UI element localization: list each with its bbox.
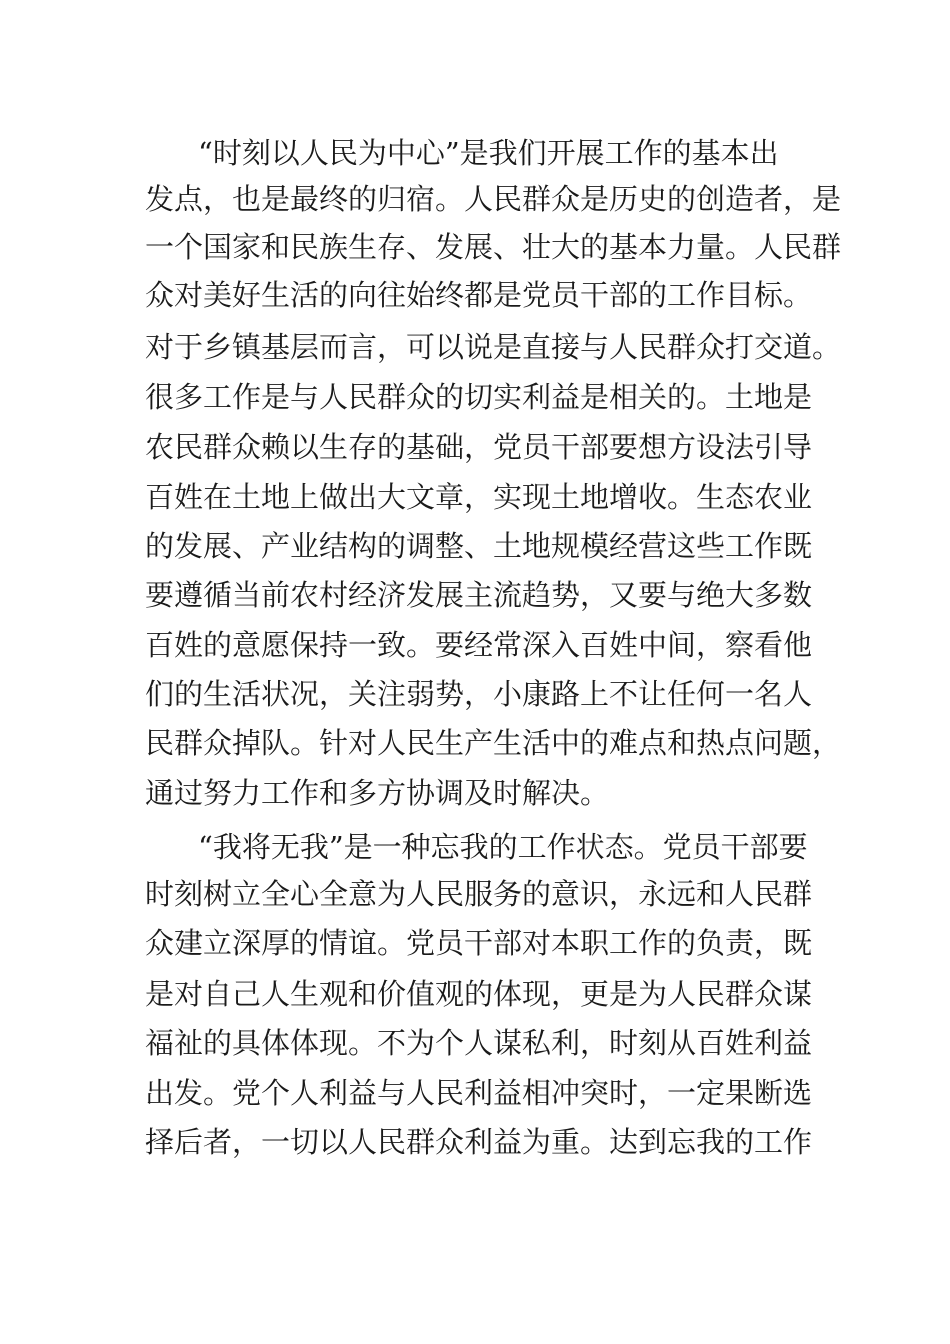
paragraph-2-line-2: 时刻树立全心全意为人民服务的意识，永远和人民群 — [145, 877, 813, 911]
paragraph-1-line-3: 一个国家和民族生存、发展、壮大的基本力量。人民群 — [145, 230, 842, 264]
paragraph-1-line-10: 要遵循当前农村经济发展主流趋势，又要与绝大多数 — [145, 578, 813, 612]
paragraph-2-line-5: 福祉的具体体现。不为个人谋私利，时刻从百姓利益 — [145, 1026, 813, 1060]
paragraph-1-line-13: 民群众掉队。针对人民生产生活中的难点和热点问题， — [145, 726, 842, 760]
paragraph-1-line-6: 很多工作是与人民群众的切实利益是相关的。土地是 — [145, 380, 813, 414]
paragraph-2-line-1: “我将无我”是一种忘我的工作状态。党员干部要 — [198, 830, 808, 864]
paragraph-1-line-5: 对于乡镇基层而言，可以说是直接与人民群众打交道。 — [145, 330, 842, 364]
paragraph-2-line-6: 出发。党个人利益与人民利益相冲突时，一定果断选 — [145, 1076, 813, 1110]
paragraph-2-line-3: 众建立深厚的情谊。党员干部对本职工作的负责，既 — [145, 926, 813, 960]
paragraph-1-line-9: 的发展、产业结构的调整、土地规模经营这些工作既 — [145, 529, 813, 563]
paragraph-1-line-11: 百姓的意愿保持一致。要经常深入百姓中间，察看他 — [145, 628, 813, 662]
paragraph-1-line-2: 发点，也是最终的归宿。人民群众是历史的创造者，是 — [145, 182, 842, 216]
paragraph-2-line-4: 是对自己人生观和价值观的体现，更是为人民群众谋 — [145, 977, 813, 1011]
paragraph-1-line-14: 通过努力工作和多方协调及时解决。 — [145, 776, 610, 810]
paragraph-1-line-8: 百姓在土地上做出大文章，实现土地增收。生态农业 — [145, 480, 813, 514]
paragraph-1-line-7: 农民群众赖以生存的基础，党员干部要想方设法引导 — [145, 430, 813, 464]
paragraph-1-line-12: 们的生活状况，关注弱势，小康路上不让任何一名人 — [145, 677, 813, 711]
paragraph-2-line-7: 择后者，一切以人民群众利益为重。达到忘我的工作 — [145, 1125, 813, 1159]
paragraph-1-line-4: 众对美好生活的向往始终都是党员干部的工作目标。 — [145, 278, 813, 312]
paragraph-1-line-1: “时刻以人民为中心”是我们开展工作的基本出 — [198, 136, 779, 170]
